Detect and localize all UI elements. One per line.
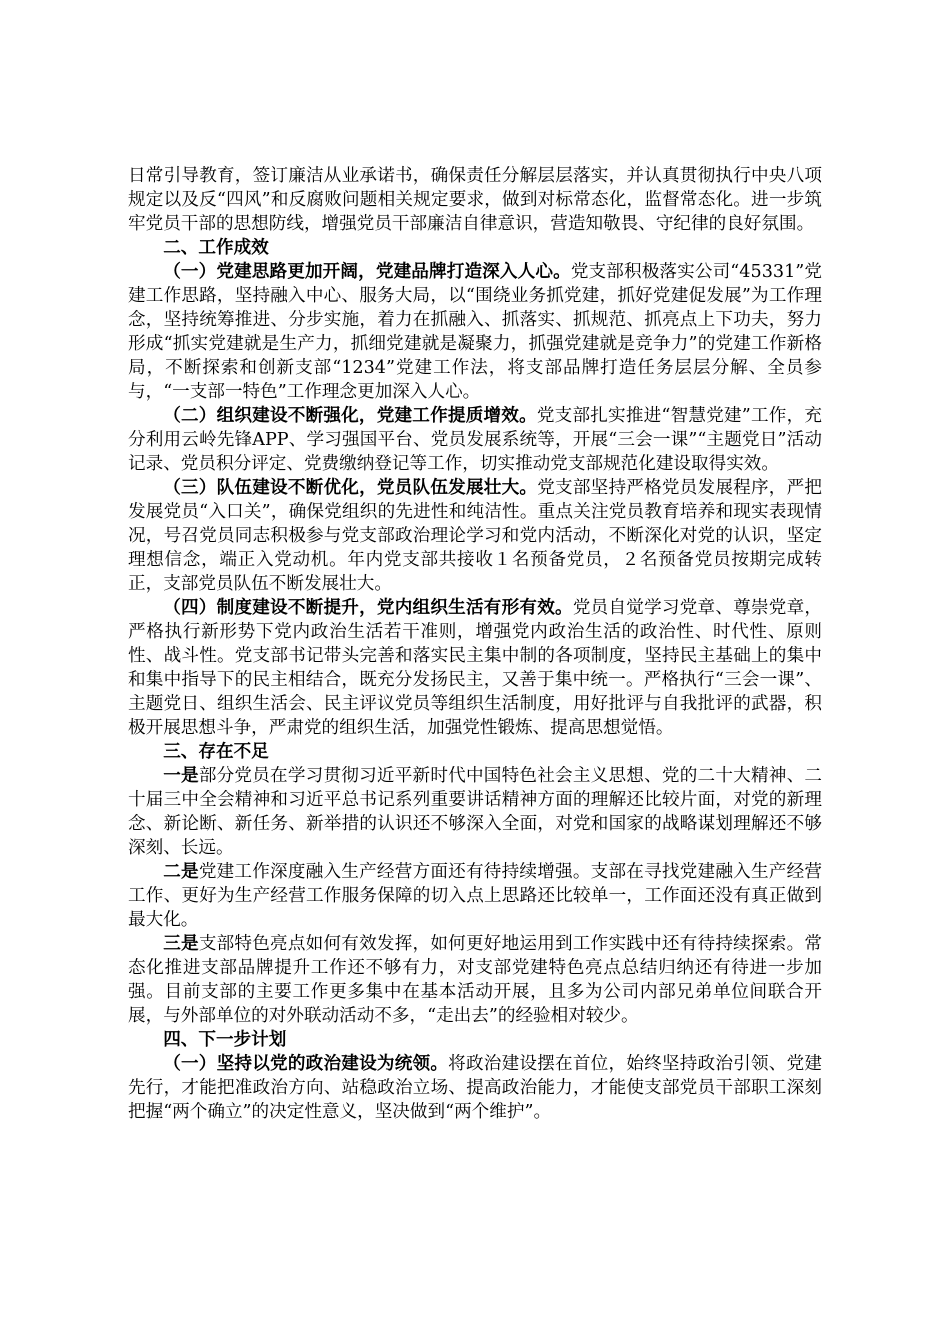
paragraph-lead: 三是	[163, 933, 199, 954]
paragraph-results-2	[128, 404, 822, 476]
paragraph-lead: （二）组织建设不断强化，党建工作提质增效。	[163, 405, 537, 426]
paragraph-text: 党支部扎实推进“智慧党建”工作，充分利用云岭先锋APP、学习强国平台、党员发展系统等，开展“三会一课”“主题党日”活动记录、党员积分评定、党费缴纳登记等工作，切实推动党支部规范化建设取得实效。	[128, 406, 822, 474]
paragraph-shortcoming-1	[128, 764, 822, 860]
paragraph-text: 部分党员在学习贯彻习近平新时代中国特色社会主义思想、党的二十大精神、二十届三中全会精神和习近平总书记系列重要讲话精神方面的理解还比较片面，对党的新理念、新论断、新任务、新举措的认识还不够深入全面，对党和国家的战略谋划理解还不够深刻、长远。	[128, 766, 822, 858]
paragraph-lead: （三）队伍建设不断优化，党员队伍发展壮大。	[163, 477, 538, 498]
section-heading-shortcomings: 三、存在不足	[163, 741, 269, 762]
paragraph-lead: （一）坚持以党的政治建设为统领。	[163, 1053, 449, 1074]
section-heading-results: 二、工作成效	[163, 237, 269, 258]
paragraph-plan-1	[128, 1052, 822, 1124]
paragraph-text: 党支部坚持严格党员发展程序，严把发展党员“入口关”，确保党组织的先进性和纯洁性。重点关注党员教育培养和现实表现情况，号召党员同志积极参与党支部政治理论学习和党内活动，不断深化对党的认识，坚定理想信念，端正入党动机。年内党支部共接收１名预备党员，２名预备党员按期完成转正，支部党员队伍不断发展壮大。	[128, 478, 822, 594]
paragraph-lead: （一）党建思路更加开阔，党建品牌打造深入人心。	[163, 261, 571, 282]
paragraph-text: 支部特色亮点如何有效发挥，如何更好地运用到工作实践中还有待持续探索。常态化推进支部品牌提升工作还不够有力，对支部党建特色亮点总结归纳还有待进一步加强。目前支部的主要工作更多集中在基本活动开展，且多为公司内部兄弟单位间联合开展，与外部单位的对外联动活动不多，“走出去”的经验相对较少。	[128, 934, 822, 1026]
document-body	[128, 164, 822, 1124]
paragraph-results-4	[128, 596, 822, 740]
section-heading-next-steps: 四、下一步计划	[163, 1029, 287, 1050]
paragraph-lead: （四）制度建设不断提升，党内组织生活有形有效。	[163, 597, 573, 618]
paragraph-results-3	[128, 476, 822, 596]
paragraph-text: 党建工作深度融入生产经营方面还有待持续增强。支部在寻找党建融入生产经营工作、更好为生产经营工作服务保障的切入点上思路还比较单一，工作面还没有真正做到最大化。	[128, 862, 822, 930]
paragraph-text: 党员自觉学习党章、尊崇党章，严格执行新形势下党内政治生活若干准则，增强党内政治生活的政治性、时代性、原则性、战斗性。党支部书记带头完善和落实民主集中制的各项制度，坚持民主基础上的集中和集中指导下的民主相结合，既充分发扬民主，又善于集中统一。严格执行“三会一课”、主题党日、组织生活会、民主评议党员等组织生活制度，用好批评与自我批评的武器，积极开展思想斗争，严肃党的组织生活，加强党性锻炼、提高思想觉悟。	[128, 598, 822, 738]
paragraph-lead: 一是	[163, 765, 199, 786]
paragraph-text: 将政治建设摆在首位，始终坚持政治引领、党建先行，才能把准政治方向、站稳政治立场、提高政治能力，才能使支部党员干部职工深刻把握“两个确立”的决定性意义，坚决做到“两个维护”。	[128, 1054, 822, 1122]
paragraph-intro: 日常引导教育，签订廉洁从业承诺书，确保责任分解层层落实，并认真贯彻执行中央八项规定以及反“四风”和反腐败问题相关规定要求，做到对标常态化，监督常态化。进一步筑牢党员干部的思想防线，增强党员干部廉洁自律意识，营造知敬畏、守纪律的良好氛围。	[128, 166, 822, 234]
paragraph-shortcoming-3	[128, 932, 822, 1028]
paragraph-shortcoming-2	[128, 860, 822, 932]
paragraph-results-1	[128, 260, 822, 404]
paragraph-lead: 二是	[163, 861, 199, 882]
paragraph-text: 党支部积极落实公司“45331”党建工作思路，坚持融入中心、服务大局，以“围绕业务抓党建，抓好党建促发展”为工作理念，坚持统筹推进、分步实施，着力在抓融入、抓落实、抓规范、抓亮点上下功夫，努力形成“抓实党建就是生产力，抓细党建就是凝聚力，抓强党建就是竞争力”的党建工作新格局，不断探索和创新支部“1234”党建工作法，将支部品牌打造任务层层分解、全员参与，“一支部一特色”工作理念更加深入人心。	[128, 262, 822, 402]
